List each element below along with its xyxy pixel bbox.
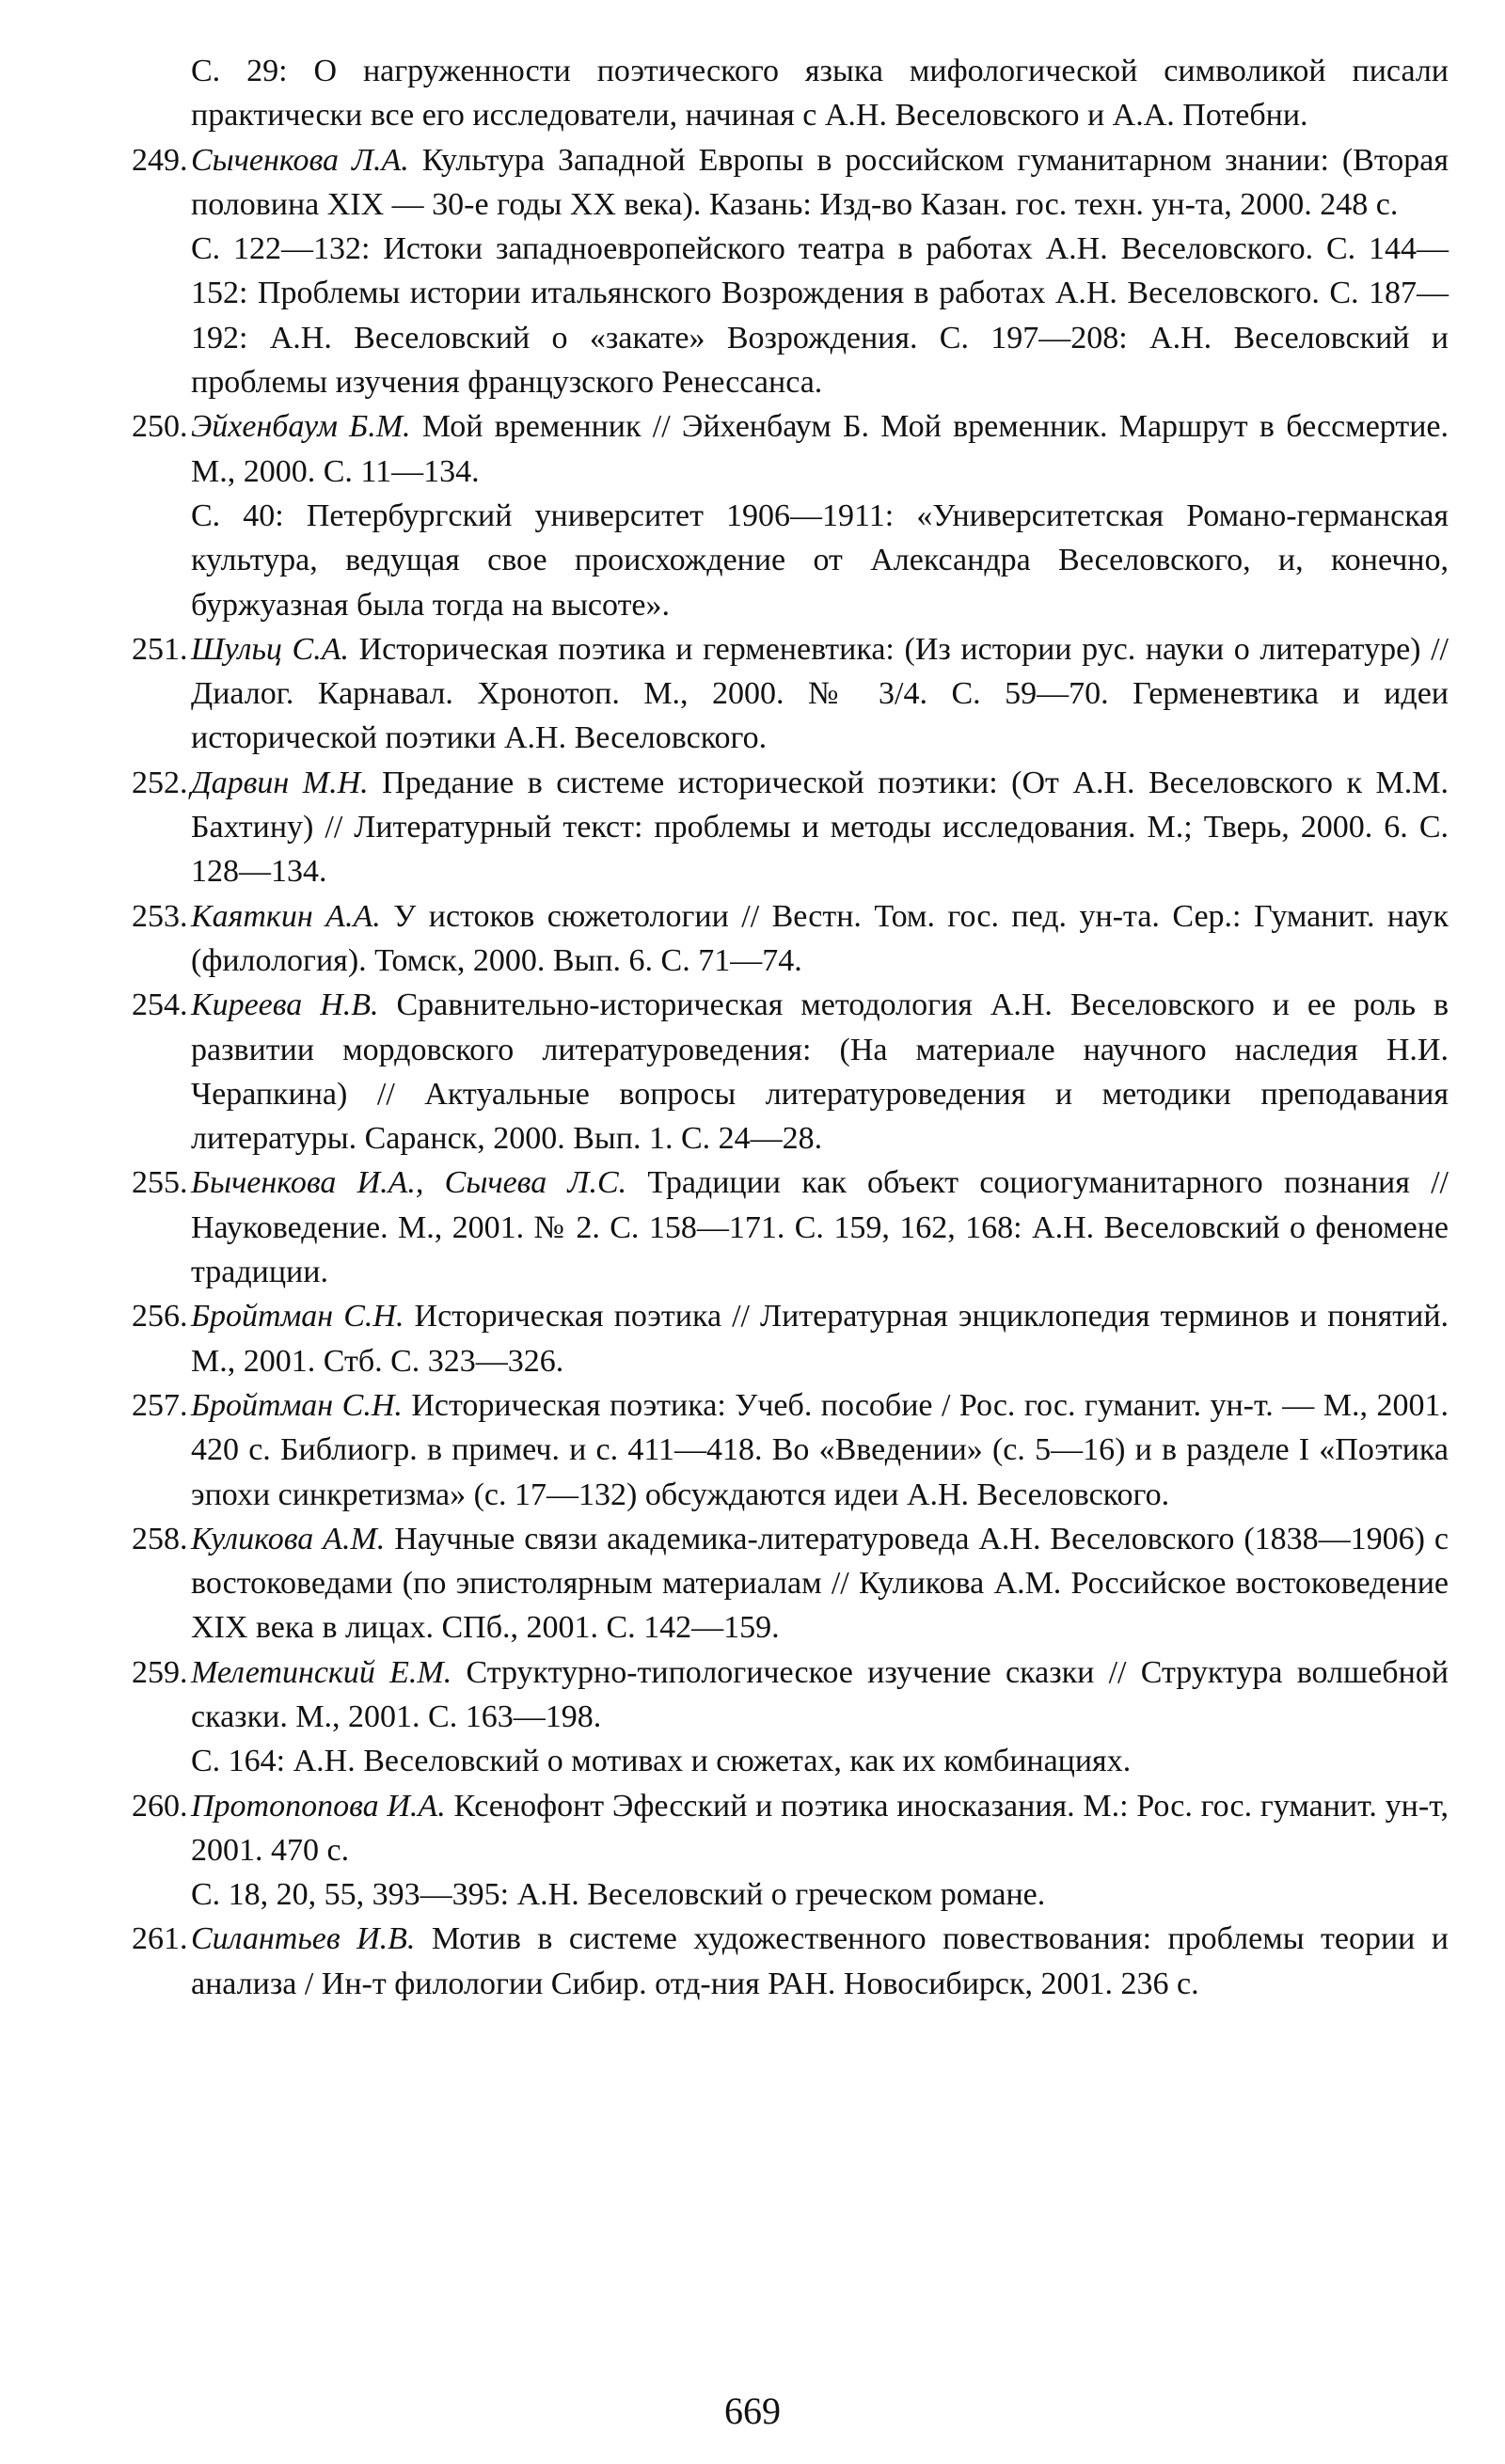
entry-text [191, 1917, 1449, 2006]
bibliography-entry-252 [132, 761, 1449, 894]
page-number: 669 [724, 2390, 781, 2432]
entry-text [191, 1784, 1449, 1873]
bibliography-entry-250 [132, 404, 1449, 626]
bibliography-entry-253 [132, 894, 1449, 984]
entry-content [191, 761, 1449, 894]
entry-content [191, 1517, 1449, 1651]
entry-number: 260. [132, 1788, 188, 1824]
entry-text [191, 1517, 1449, 1651]
entry-text [191, 761, 1449, 894]
entry-body: Историческая поэтика и герменевтика: (Из истории рус. науки о литературе) // Диалог. Карнавал. Хронотоп. М., 2000. № 3/4. С. 59—70. Герменевтика и идеи исторической поэтики А.Н. Веселовского. [191, 631, 1450, 756]
note-text: С. 29: О нагруженности поэтического языка мифологической символикой писали практически все его исследователи, начиная с А.Н. Веселовского и А.А. Потебни. [191, 54, 1449, 134]
entry-content [191, 1651, 1449, 1784]
entry-number: 253. [132, 898, 188, 934]
entry-number: 256. [132, 1299, 188, 1335]
entry-author: Куликова А.М. [191, 1521, 386, 1556]
entry-body: Мотив в системе художественного повествования: проблемы теории и анализа / Ин-т филологии Сибир. отд-ния РАН. Новосибирск, 2001. 236 с. [191, 1921, 1449, 2001]
entry-author: Протопопова И.А. [191, 1788, 446, 1824]
bibliography-entry-261 [132, 1917, 1449, 2006]
entry-content [191, 1294, 1449, 1383]
entry-text [191, 983, 1449, 1161]
entry-number: 252. [132, 765, 188, 800]
entry-content [191, 983, 1449, 1161]
bibliography-entry-255 [132, 1161, 1449, 1294]
entry-note: С. 18, 20, 55, 393—395: А.Н. Веселовский о греческом романе. [191, 1877, 1046, 1913]
entry-note: С. 164: А.Н. Веселовский о мотивах и сюжетах, как их комбинациях. [191, 1744, 1132, 1779]
bibliography-entry-249 [132, 138, 1449, 405]
entry-author: Каяткин А.А. [191, 898, 381, 934]
entry-body: Ксенофонт Эфесский и поэтика иносказания. М.: Рос. гос. гуманит. ун-т, 2001. 470 с. [191, 1788, 1449, 1868]
entry-body: У истоков сюжетологии // Вестн. Том. гос. пед. ун-та. Сер.: Гуманит. наук (филология). Томск, 2000. Вып. 6. С. 71—74. [191, 898, 1450, 978]
entry-body: Историческая поэтика // Литературная энциклопедия терминов и понятий. М., 2001. Стб. С. 323—326. [191, 1299, 1450, 1379]
continued-note [132, 49, 1449, 138]
bibliography-entry-256 [132, 1294, 1449, 1383]
entry-note: С. 122—132: Истоки западноевропейского театра в работах А.Н. Веселовского. С. 144—152: Проблемы истории итальянского Возрождения в работах А.Н. Веселовского. С. 187—192: А.Н. Веселовский о «закате» Возрождения. С. 197—208: А.Н. Веселовский и проблемы изучения французского Ренессанса. [191, 231, 1449, 401]
entry-note: С. 40: Петербургский университет 1906—1911: «Университетская Романо-германская культура, ведущая свое происхождение от Александра Веселовского, и, конечно, буржуазная была тогда на высоте». [191, 498, 1449, 623]
entry-content [191, 894, 1449, 984]
entry-number: 261. [132, 1921, 188, 1957]
entry-text [191, 1294, 1449, 1383]
entry-body: Традиции как объект социогуманитарного познания // Науковедение. М., 2001. № 2. С. 158—171. С. 159, 162, 168: А.Н. Веселовский о феномене традиции. [191, 1165, 1450, 1290]
entry-number: 251. [132, 631, 188, 667]
entry-body: Структурно-типологическое изучение сказки // Структура волшебной сказки. М., 2001. С. 163—198. [191, 1654, 1449, 1734]
bibliography-entry-254 [132, 983, 1449, 1161]
entry-content [191, 1383, 1449, 1517]
entry-number: 258. [132, 1521, 188, 1556]
entry-author: Дарвин М.Н. [191, 765, 369, 800]
bibliography-entry-251 [132, 627, 1449, 761]
entry-body: Историческая поэтика: Учеб. пособие / Рос. гос. гуманит. ун-т. — М., 2001. 420 с. Библиогр. в примеч. и с. 411—418. Во «Введении» (с. 5—16) и в разделе I «Поэтика эпохи синкретизма» (с. 17—132) обсуждаются идеи А.Н. Веселовского. [191, 1387, 1449, 1512]
bibliography-entry-260 [132, 1784, 1449, 1918]
entry-author: Бройтман С.Н. [191, 1387, 403, 1423]
entry-body: Научные связи академика-литературоведа А.Н. Веселовского (1838—1906) с востоковедами (по эпистолярным материалам // Куликова А.М. Российское востоковедение XIX века в лицах. СПб., 2001. С. 142—159. [191, 1521, 1449, 1646]
entry-text [191, 1651, 1449, 1740]
entry-author: Силантьев И.В. [191, 1921, 416, 1957]
entry-text [191, 404, 1449, 494]
entry-body: Мой временник // Эйхенбаум Б. Мой временник. Маршрут в бессмертие. М., 2000. С. 11—134. [191, 409, 1449, 489]
entry-content [191, 404, 1449, 626]
entry-number: 249. [132, 142, 188, 178]
entry-content [191, 1784, 1449, 1918]
bibliography-entry-258 [132, 1517, 1449, 1651]
entry-number: 257. [132, 1387, 188, 1423]
entry-text [191, 627, 1449, 761]
entry-content [191, 627, 1449, 761]
entry-text [191, 894, 1449, 984]
entry-author: Шульц С.А. [191, 631, 349, 667]
entry-number: 250. [132, 409, 188, 445]
bibliography-page [132, 49, 1449, 2006]
entry-content [191, 138, 1449, 405]
entry-content [191, 1917, 1449, 2006]
entry-text [191, 138, 1449, 228]
entry-author: Бройтман С.Н. [191, 1299, 404, 1335]
entry-author: Киреева Н.В. [191, 987, 379, 1023]
entry-body: Культура Западной Европы в российском гуманитарном знании: (Вторая половина XIX — 30-е годы XX века). Казань: Изд-во Казан. гос. техн. ун-та, 2000. 248 с. [191, 142, 1449, 222]
entry-text [191, 1383, 1449, 1517]
entry-number: 254. [132, 987, 188, 1023]
bibliography-entry-257 [132, 1383, 1449, 1517]
entry-body: Сравнительно-историческая методология А.Н. Веселовского и ее роль в развитии мордовского литературоведения: (На материале научного наследия Н.И. Черапкина) // Актуальные вопросы литературоведения и методики преподавания литературы. Саранск, 2000. Вып. 1. С. 24—28. [191, 987, 1449, 1157]
entry-number: 255. [132, 1165, 188, 1201]
entry-number: 259. [132, 1654, 188, 1690]
entry-body: Предание в системе исторической поэтики: (От А.Н. Веселовского к М.М. Бахтину) // Литературный текст: проблемы и методы исследования. М.; Тверь, 2000. 6. С. 128—134. [191, 765, 1449, 890]
entry-author: Сыченкова Л.А. [191, 142, 409, 178]
entry-content [191, 1161, 1449, 1294]
entry-author: Мелетинский Е.М. [191, 1654, 452, 1690]
entry-author: Эйхенбаум Б.М. [191, 409, 411, 445]
entry-text [191, 1161, 1449, 1294]
bibliography-entry-259 [132, 1651, 1449, 1784]
entry-author: Быченкова И.А., Сычева Л.С. [191, 1165, 627, 1201]
